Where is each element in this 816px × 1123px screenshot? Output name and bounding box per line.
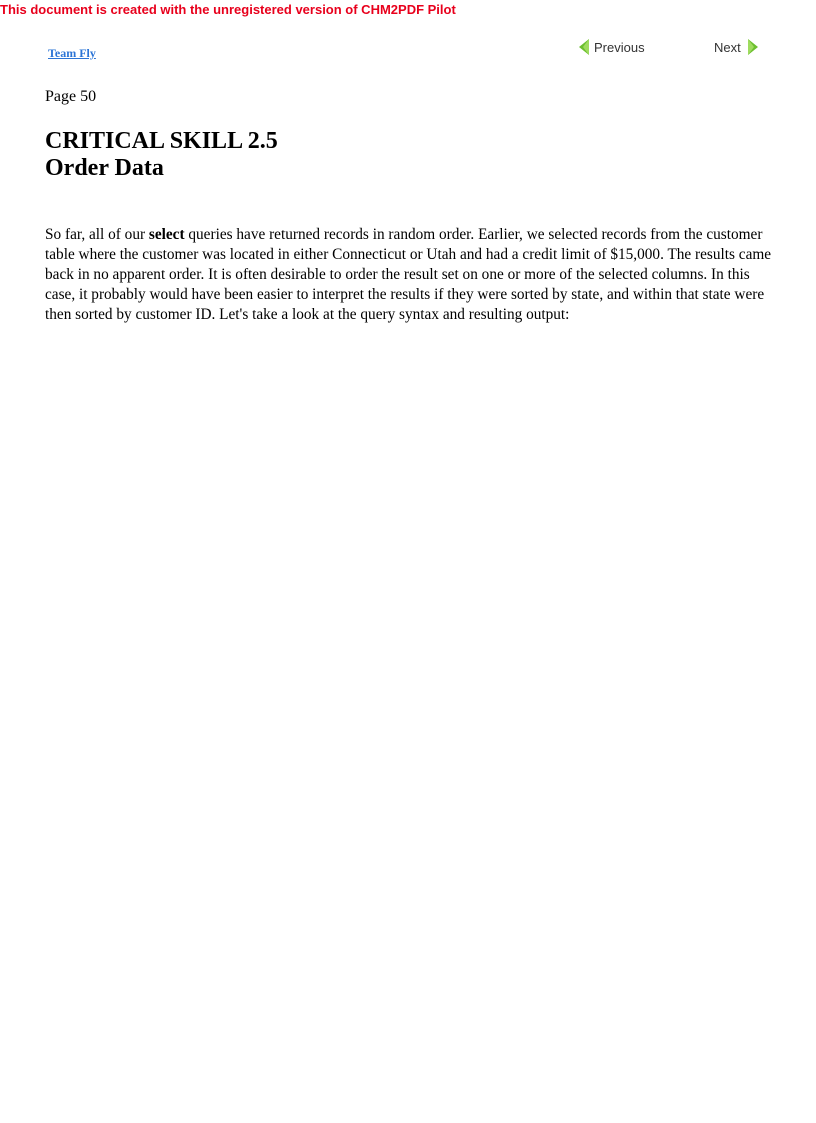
- next-button[interactable]: [714, 38, 759, 56]
- section-title-line-1: CRITICAL SKILL 2.5: [45, 128, 278, 154]
- paragraph-keyword-select: select: [148, 226, 185, 243]
- previous-arrow-icon: [578, 38, 590, 56]
- section-title-line-2: Order Data: [45, 155, 164, 181]
- page-number: Page 50: [45, 88, 97, 105]
- section-title: [45, 128, 278, 182]
- previous-label: Previous: [594, 39, 645, 55]
- unregistered-watermark: This document is created with the unregistered version of CHM2PDF Pilot: [0, 2, 456, 17]
- team-fly-link[interactable]: Team Fly: [48, 46, 96, 60]
- next-label: Next: [714, 39, 741, 55]
- previous-button[interactable]: [578, 38, 645, 56]
- body-paragraph: [45, 225, 775, 325]
- next-arrow-icon: [747, 38, 759, 56]
- paragraph-text-rest: queries have returned records in random order. Earlier, we selected records from the customer table where the customer was located in either Connecticut or Utah and had a credit limit of $15,000. The results came back in no apparent order. It is often desirable to order the result set on one or more of the selected columns. In this case, it probably would have been easier to interpret the results if they were sorted by state, and within that state were then sorted by customer ID. Let's take a look at the query syntax and resulting output:: [45, 226, 772, 323]
- paragraph-text-start: So far, all of our: [45, 226, 149, 243]
